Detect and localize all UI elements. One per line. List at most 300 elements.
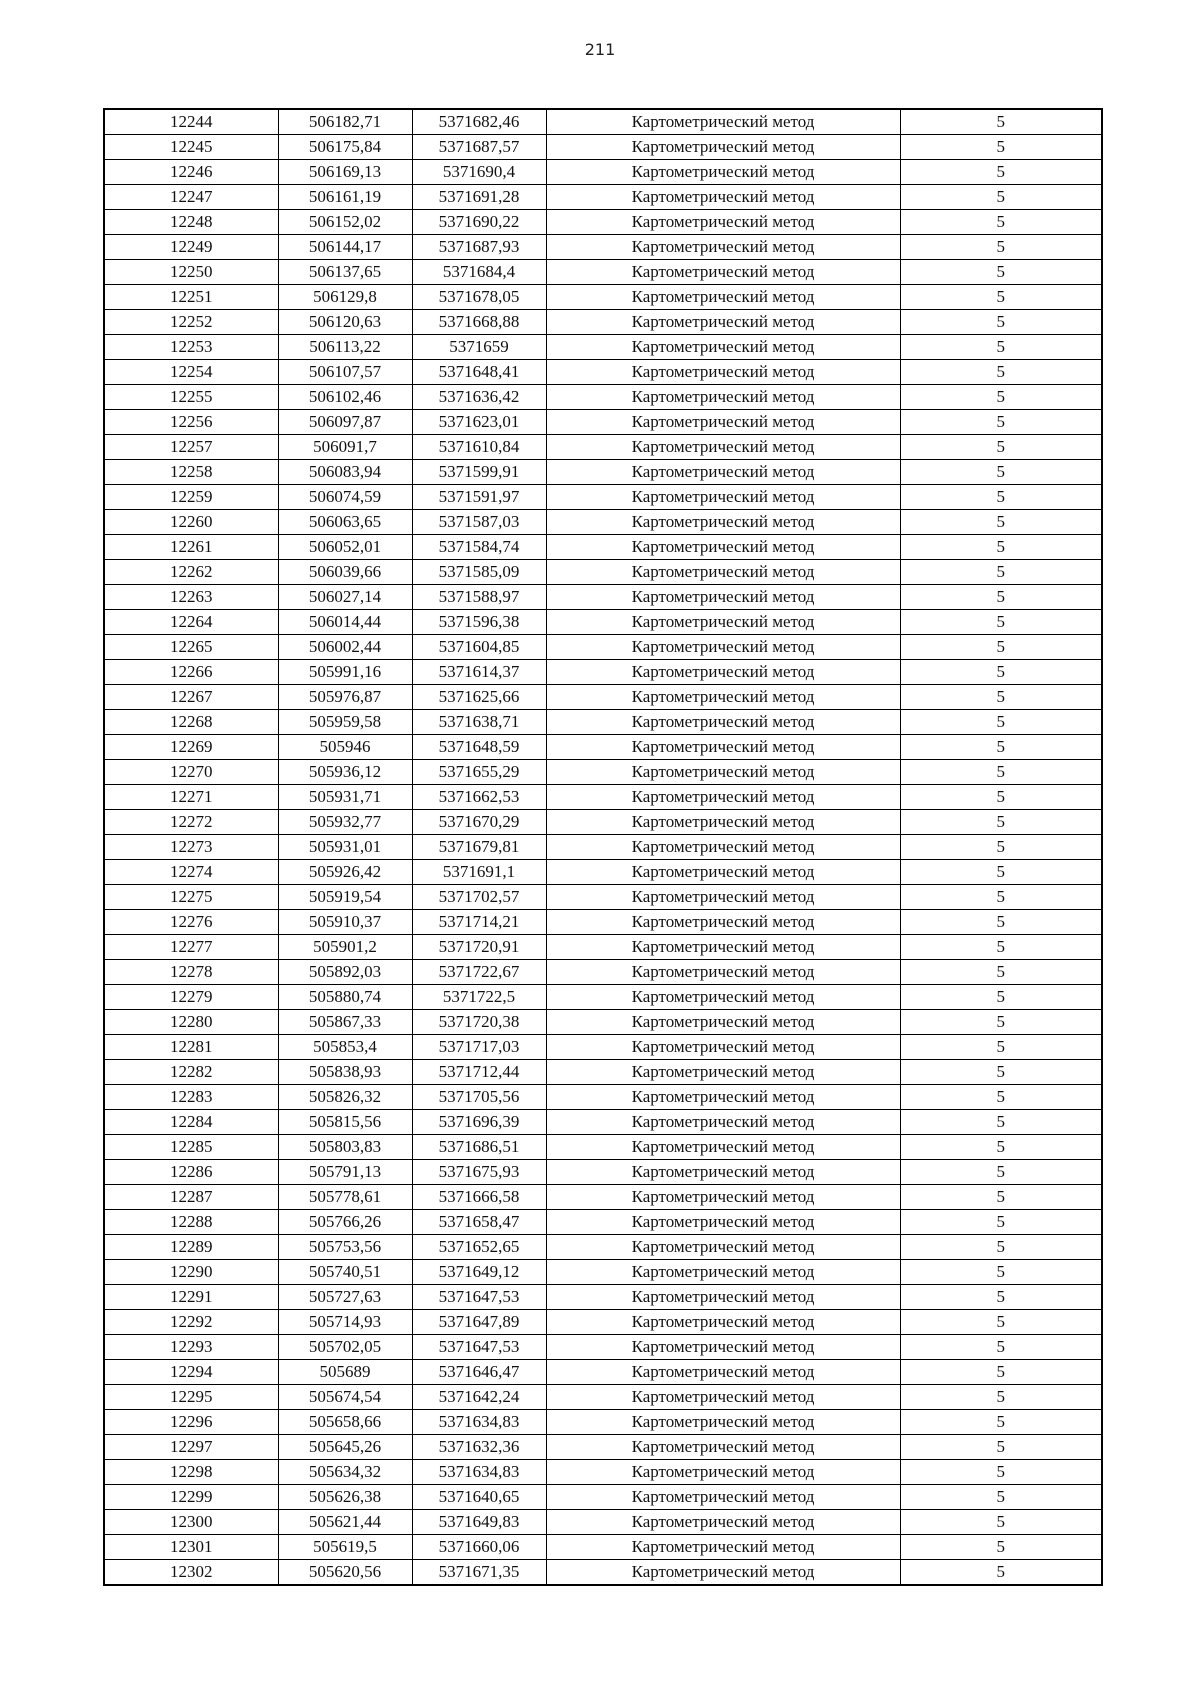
point-number-cell: 12278 — [104, 960, 278, 985]
method-cell: Картометрический метод — [546, 635, 900, 660]
accuracy-cell: 5 — [900, 560, 1102, 585]
point-number-cell: 12259 — [104, 485, 278, 510]
y-coordinate-cell: 5371655,29 — [412, 760, 546, 785]
table-row — [104, 1185, 1102, 1210]
x-coordinate-cell: 505689 — [278, 1360, 412, 1385]
table-row — [104, 910, 1102, 935]
accuracy-cell: 5 — [900, 1135, 1102, 1160]
point-number-cell: 12255 — [104, 385, 278, 410]
method-cell: Картометрический метод — [546, 135, 900, 160]
y-coordinate-cell: 5371679,81 — [412, 835, 546, 860]
point-number-cell: 12261 — [104, 535, 278, 560]
point-number-cell: 12283 — [104, 1085, 278, 1110]
table-row — [104, 1310, 1102, 1335]
table-row — [104, 1210, 1102, 1235]
table-row — [104, 1035, 1102, 1060]
point-number-cell: 12272 — [104, 810, 278, 835]
y-coordinate-cell: 5371678,05 — [412, 285, 546, 310]
accuracy-cell: 5 — [900, 960, 1102, 985]
accuracy-cell: 5 — [900, 1335, 1102, 1360]
method-cell: Картометрический метод — [546, 1385, 900, 1410]
table-row — [104, 1385, 1102, 1410]
table-row — [104, 435, 1102, 460]
x-coordinate-cell: 505919,54 — [278, 885, 412, 910]
y-coordinate-cell: 5371687,57 — [412, 135, 546, 160]
method-cell: Картометрический метод — [546, 935, 900, 960]
point-number-cell: 12296 — [104, 1410, 278, 1435]
y-coordinate-cell: 5371684,4 — [412, 260, 546, 285]
point-number-cell: 12291 — [104, 1285, 278, 1310]
method-cell: Картометрический метод — [546, 235, 900, 260]
x-coordinate-cell: 505901,2 — [278, 935, 412, 960]
table-row — [104, 1260, 1102, 1285]
table-row — [104, 585, 1102, 610]
table-row — [104, 1335, 1102, 1360]
table-row — [104, 1485, 1102, 1510]
x-coordinate-cell: 506002,44 — [278, 635, 412, 660]
table-row — [104, 460, 1102, 485]
method-cell: Картометрический метод — [546, 985, 900, 1010]
y-coordinate-cell: 5371717,03 — [412, 1035, 546, 1060]
point-number-cell: 12284 — [104, 1110, 278, 1135]
y-coordinate-cell: 5371675,93 — [412, 1160, 546, 1185]
method-cell: Картометрический метод — [546, 109, 900, 135]
accuracy-cell: 5 — [900, 1210, 1102, 1235]
point-number-cell: 12257 — [104, 435, 278, 460]
accuracy-cell: 5 — [900, 635, 1102, 660]
x-coordinate-cell: 505959,58 — [278, 710, 412, 735]
table-row — [104, 1560, 1102, 1586]
accuracy-cell: 5 — [900, 935, 1102, 960]
point-number-cell: 12298 — [104, 1460, 278, 1485]
point-number-cell: 12250 — [104, 260, 278, 285]
point-number-cell: 12252 — [104, 310, 278, 335]
method-cell: Картометрический метод — [546, 1085, 900, 1110]
point-number-cell: 12295 — [104, 1385, 278, 1410]
method-cell: Картометрический метод — [546, 510, 900, 535]
point-number-cell: 12253 — [104, 335, 278, 360]
x-coordinate-cell: 505621,44 — [278, 1510, 412, 1535]
method-cell: Картометрический метод — [546, 560, 900, 585]
accuracy-cell: 5 — [900, 1385, 1102, 1410]
accuracy-cell: 5 — [900, 1110, 1102, 1135]
table-row — [104, 109, 1102, 135]
x-coordinate-cell: 505976,87 — [278, 685, 412, 710]
table-row — [104, 1110, 1102, 1135]
y-coordinate-cell: 5371647,89 — [412, 1310, 546, 1335]
point-number-cell: 12248 — [104, 210, 278, 235]
y-coordinate-cell: 5371648,41 — [412, 360, 546, 385]
point-number-cell: 12262 — [104, 560, 278, 585]
method-cell: Картометрический метод — [546, 1010, 900, 1035]
accuracy-cell: 5 — [900, 1260, 1102, 1285]
x-coordinate-cell: 506014,44 — [278, 610, 412, 635]
table-row — [104, 385, 1102, 410]
method-cell: Картометрический метод — [546, 860, 900, 885]
x-coordinate-cell: 505634,32 — [278, 1460, 412, 1485]
x-coordinate-cell: 505826,32 — [278, 1085, 412, 1110]
accuracy-cell: 5 — [900, 1060, 1102, 1085]
y-coordinate-cell: 5371599,91 — [412, 460, 546, 485]
method-cell: Картометрический метод — [546, 385, 900, 410]
accuracy-cell: 5 — [900, 385, 1102, 410]
method-cell: Картометрический метод — [546, 835, 900, 860]
table-row — [104, 710, 1102, 735]
method-cell: Картометрический метод — [546, 460, 900, 485]
y-coordinate-cell: 5371659 — [412, 335, 546, 360]
accuracy-cell: 5 — [900, 585, 1102, 610]
accuracy-cell: 5 — [900, 685, 1102, 710]
y-coordinate-cell: 5371670,29 — [412, 810, 546, 835]
x-coordinate-cell: 505892,03 — [278, 960, 412, 985]
method-cell: Картометрический метод — [546, 735, 900, 760]
method-cell: Картометрический метод — [546, 485, 900, 510]
table-row — [104, 610, 1102, 635]
y-coordinate-cell: 5371591,97 — [412, 485, 546, 510]
x-coordinate-cell: 505867,33 — [278, 1010, 412, 1035]
accuracy-cell: 5 — [900, 210, 1102, 235]
accuracy-cell: 5 — [900, 660, 1102, 685]
table-row — [104, 635, 1102, 660]
method-cell: Картометрический метод — [546, 310, 900, 335]
x-coordinate-cell: 506091,7 — [278, 435, 412, 460]
table-row — [104, 985, 1102, 1010]
x-coordinate-cell: 505880,74 — [278, 985, 412, 1010]
accuracy-cell: 5 — [900, 1560, 1102, 1586]
x-coordinate-cell: 505926,42 — [278, 860, 412, 885]
method-cell: Картометрический метод — [546, 1335, 900, 1360]
point-number-cell: 12263 — [104, 585, 278, 610]
y-coordinate-cell: 5371671,35 — [412, 1560, 546, 1586]
accuracy-cell: 5 — [900, 335, 1102, 360]
table-row — [104, 1060, 1102, 1085]
point-number-cell: 12289 — [104, 1235, 278, 1260]
y-coordinate-cell: 5371668,88 — [412, 310, 546, 335]
method-cell: Картометрический метод — [546, 1310, 900, 1335]
y-coordinate-cell: 5371584,74 — [412, 535, 546, 560]
accuracy-cell: 5 — [900, 460, 1102, 485]
method-cell: Картометрический метод — [546, 360, 900, 385]
y-coordinate-cell: 5371585,09 — [412, 560, 546, 585]
point-number-cell: 12256 — [104, 410, 278, 435]
accuracy-cell: 5 — [900, 885, 1102, 910]
table-row — [104, 360, 1102, 385]
point-number-cell: 12287 — [104, 1185, 278, 1210]
y-coordinate-cell: 5371660,06 — [412, 1535, 546, 1560]
y-coordinate-cell: 5371682,46 — [412, 109, 546, 135]
point-number-cell: 12294 — [104, 1360, 278, 1385]
method-cell: Картометрический метод — [546, 1260, 900, 1285]
accuracy-cell: 5 — [900, 160, 1102, 185]
method-cell: Картометрический метод — [546, 1160, 900, 1185]
method-cell: Картометрический метод — [546, 610, 900, 635]
y-coordinate-cell: 5371662,53 — [412, 785, 546, 810]
table-row — [104, 485, 1102, 510]
accuracy-cell: 5 — [900, 1535, 1102, 1560]
x-coordinate-cell: 505714,93 — [278, 1310, 412, 1335]
y-coordinate-cell: 5371636,42 — [412, 385, 546, 410]
table-row — [104, 935, 1102, 960]
accuracy-cell: 5 — [900, 985, 1102, 1010]
y-coordinate-cell: 5371687,93 — [412, 235, 546, 260]
accuracy-cell: 5 — [900, 760, 1102, 785]
y-coordinate-cell: 5371604,85 — [412, 635, 546, 660]
accuracy-cell: 5 — [900, 1235, 1102, 1260]
page-number: 211 — [584, 40, 616, 59]
x-coordinate-cell: 506137,65 — [278, 260, 412, 285]
method-cell: Картометрический метод — [546, 285, 900, 310]
accuracy-cell: 5 — [900, 1510, 1102, 1535]
method-cell: Картометрический метод — [546, 335, 900, 360]
point-number-cell: 12245 — [104, 135, 278, 160]
y-coordinate-cell: 5371690,22 — [412, 210, 546, 235]
accuracy-cell: 5 — [900, 235, 1102, 260]
x-coordinate-cell: 505946 — [278, 735, 412, 760]
accuracy-cell: 5 — [900, 1460, 1102, 1485]
accuracy-cell: 5 — [900, 1360, 1102, 1385]
y-coordinate-cell: 5371588,97 — [412, 585, 546, 610]
method-cell: Картометрический метод — [546, 1185, 900, 1210]
y-coordinate-cell: 5371646,47 — [412, 1360, 546, 1385]
x-coordinate-cell: 505620,56 — [278, 1560, 412, 1586]
y-coordinate-cell: 5371648,59 — [412, 735, 546, 760]
y-coordinate-cell: 5371652,65 — [412, 1235, 546, 1260]
x-coordinate-cell: 506129,8 — [278, 285, 412, 310]
table-row — [104, 235, 1102, 260]
x-coordinate-cell: 506107,57 — [278, 360, 412, 385]
table-row — [104, 285, 1102, 310]
method-cell: Картометрический метод — [546, 760, 900, 785]
table-row — [104, 535, 1102, 560]
point-number-cell: 12290 — [104, 1260, 278, 1285]
method-cell: Картометрический метод — [546, 585, 900, 610]
point-number-cell: 12285 — [104, 1135, 278, 1160]
method-cell: Картометрический метод — [546, 410, 900, 435]
x-coordinate-cell: 505658,66 — [278, 1410, 412, 1435]
accuracy-cell: 5 — [900, 710, 1102, 735]
x-coordinate-cell: 505674,54 — [278, 1385, 412, 1410]
y-coordinate-cell: 5371696,39 — [412, 1110, 546, 1135]
y-coordinate-cell: 5371640,65 — [412, 1485, 546, 1510]
table-row — [104, 510, 1102, 535]
x-coordinate-cell: 505619,5 — [278, 1535, 412, 1560]
x-coordinate-cell: 505931,01 — [278, 835, 412, 860]
x-coordinate-cell: 505740,51 — [278, 1260, 412, 1285]
point-number-cell: 12282 — [104, 1060, 278, 1085]
accuracy-cell: 5 — [900, 1410, 1102, 1435]
point-number-cell: 12247 — [104, 185, 278, 210]
method-cell: Картометрический метод — [546, 810, 900, 835]
point-number-cell: 12297 — [104, 1435, 278, 1460]
y-coordinate-cell: 5371647,53 — [412, 1335, 546, 1360]
table-row — [104, 1160, 1102, 1185]
x-coordinate-cell: 505645,26 — [278, 1435, 412, 1460]
accuracy-cell: 5 — [900, 1085, 1102, 1110]
y-coordinate-cell: 5371686,51 — [412, 1135, 546, 1160]
y-coordinate-cell: 5371666,58 — [412, 1185, 546, 1210]
accuracy-cell: 5 — [900, 310, 1102, 335]
x-coordinate-cell: 506161,19 — [278, 185, 412, 210]
x-coordinate-cell: 505626,38 — [278, 1485, 412, 1510]
x-coordinate-cell: 506083,94 — [278, 460, 412, 485]
x-coordinate-cell: 505727,63 — [278, 1285, 412, 1310]
method-cell: Картометрический метод — [546, 185, 900, 210]
accuracy-cell: 5 — [900, 135, 1102, 160]
y-coordinate-cell: 5371634,83 — [412, 1410, 546, 1435]
y-coordinate-cell: 5371596,38 — [412, 610, 546, 635]
accuracy-cell: 5 — [900, 835, 1102, 860]
point-number-cell: 12260 — [104, 510, 278, 535]
method-cell: Картометрический метод — [546, 885, 900, 910]
point-number-cell: 12268 — [104, 710, 278, 735]
accuracy-cell: 5 — [900, 510, 1102, 535]
accuracy-cell: 5 — [900, 1435, 1102, 1460]
accuracy-cell: 5 — [900, 1185, 1102, 1210]
method-cell: Картометрический метод — [546, 1535, 900, 1560]
point-number-cell: 12279 — [104, 985, 278, 1010]
method-cell: Картометрический метод — [546, 685, 900, 710]
x-coordinate-cell: 505815,56 — [278, 1110, 412, 1135]
y-coordinate-cell: 5371720,38 — [412, 1010, 546, 1035]
point-number-cell: 12302 — [104, 1560, 278, 1586]
x-coordinate-cell: 505778,61 — [278, 1185, 412, 1210]
x-coordinate-cell: 506063,65 — [278, 510, 412, 535]
y-coordinate-cell: 5371623,01 — [412, 410, 546, 435]
point-number-cell: 12281 — [104, 1035, 278, 1060]
table-row — [104, 160, 1102, 185]
accuracy-cell: 5 — [900, 1010, 1102, 1035]
table-row — [104, 135, 1102, 160]
y-coordinate-cell: 5371625,66 — [412, 685, 546, 710]
accuracy-cell: 5 — [900, 260, 1102, 285]
method-cell: Картометрический метод — [546, 435, 900, 460]
x-coordinate-cell: 506120,63 — [278, 310, 412, 335]
method-cell: Картометрический метод — [546, 210, 900, 235]
y-coordinate-cell: 5371610,84 — [412, 435, 546, 460]
table-row — [104, 260, 1102, 285]
x-coordinate-cell: 506182,71 — [278, 109, 412, 135]
table-row — [104, 860, 1102, 885]
table-row — [104, 785, 1102, 810]
point-number-cell: 12277 — [104, 935, 278, 960]
y-coordinate-cell: 5371638,71 — [412, 710, 546, 735]
x-coordinate-cell: 505936,12 — [278, 760, 412, 785]
y-coordinate-cell: 5371690,4 — [412, 160, 546, 185]
table-row — [104, 735, 1102, 760]
point-number-cell: 12270 — [104, 760, 278, 785]
accuracy-cell: 5 — [900, 285, 1102, 310]
method-cell: Картометрический метод — [546, 1285, 900, 1310]
method-cell: Картометрический метод — [546, 710, 900, 735]
method-cell: Картометрический метод — [546, 535, 900, 560]
accuracy-cell: 5 — [900, 410, 1102, 435]
point-number-cell: 12266 — [104, 660, 278, 685]
method-cell: Картометрический метод — [546, 160, 900, 185]
method-cell: Картометрический метод — [546, 1435, 900, 1460]
table-row — [104, 310, 1102, 335]
x-coordinate-cell: 506144,17 — [278, 235, 412, 260]
method-cell: Картометрический метод — [546, 910, 900, 935]
x-coordinate-cell: 505853,4 — [278, 1035, 412, 1060]
method-cell: Картометрический метод — [546, 660, 900, 685]
method-cell: Картометрический метод — [546, 1110, 900, 1135]
accuracy-cell: 5 — [900, 1285, 1102, 1310]
table-row — [104, 1460, 1102, 1485]
y-coordinate-cell: 5371712,44 — [412, 1060, 546, 1085]
x-coordinate-cell: 506074,59 — [278, 485, 412, 510]
method-cell: Картометрический метод — [546, 960, 900, 985]
method-cell: Картометрический метод — [546, 1485, 900, 1510]
x-coordinate-cell: 506102,46 — [278, 385, 412, 410]
accuracy-cell: 5 — [900, 785, 1102, 810]
table-row — [104, 810, 1102, 835]
accuracy-cell: 5 — [900, 1035, 1102, 1060]
x-coordinate-cell: 505803,83 — [278, 1135, 412, 1160]
table-row — [104, 760, 1102, 785]
x-coordinate-cell: 505766,26 — [278, 1210, 412, 1235]
point-number-cell: 12265 — [104, 635, 278, 660]
y-coordinate-cell: 5371691,28 — [412, 185, 546, 210]
y-coordinate-cell: 5371634,83 — [412, 1460, 546, 1485]
accuracy-cell: 5 — [900, 109, 1102, 135]
point-number-cell: 12292 — [104, 1310, 278, 1335]
table-row — [104, 185, 1102, 210]
x-coordinate-cell: 505838,93 — [278, 1060, 412, 1085]
table-row — [104, 1010, 1102, 1035]
accuracy-cell: 5 — [900, 1485, 1102, 1510]
accuracy-cell: 5 — [900, 735, 1102, 760]
accuracy-cell: 5 — [900, 1310, 1102, 1335]
coordinates-table — [103, 108, 1103, 1586]
x-coordinate-cell: 505753,56 — [278, 1235, 412, 1260]
method-cell: Картометрический метод — [546, 1035, 900, 1060]
y-coordinate-cell: 5371649,12 — [412, 1260, 546, 1285]
x-coordinate-cell: 505932,77 — [278, 810, 412, 835]
x-coordinate-cell: 505910,37 — [278, 910, 412, 935]
table-row — [104, 1235, 1102, 1260]
point-number-cell: 12267 — [104, 685, 278, 710]
table-body — [104, 109, 1102, 1585]
method-cell: Картометрический метод — [546, 1360, 900, 1385]
table-row — [104, 685, 1102, 710]
x-coordinate-cell: 505931,71 — [278, 785, 412, 810]
method-cell: Картометрический метод — [546, 1135, 900, 1160]
y-coordinate-cell: 5371720,91 — [412, 935, 546, 960]
y-coordinate-cell: 5371705,56 — [412, 1085, 546, 1110]
table-row — [104, 960, 1102, 985]
method-cell: Картометрический метод — [546, 1235, 900, 1260]
x-coordinate-cell: 506113,22 — [278, 335, 412, 360]
table-row — [104, 1510, 1102, 1535]
table-row — [104, 560, 1102, 585]
point-number-cell: 12271 — [104, 785, 278, 810]
point-number-cell: 12276 — [104, 910, 278, 935]
point-number-cell: 12258 — [104, 460, 278, 485]
y-coordinate-cell: 5371658,47 — [412, 1210, 546, 1235]
accuracy-cell: 5 — [900, 185, 1102, 210]
y-coordinate-cell: 5371691,1 — [412, 860, 546, 885]
x-coordinate-cell: 506175,84 — [278, 135, 412, 160]
table-row — [104, 335, 1102, 360]
accuracy-cell: 5 — [900, 485, 1102, 510]
accuracy-cell: 5 — [900, 360, 1102, 385]
x-coordinate-cell: 505702,05 — [278, 1335, 412, 1360]
method-cell: Картометрический метод — [546, 1410, 900, 1435]
point-number-cell: 12280 — [104, 1010, 278, 1035]
table-row — [104, 1435, 1102, 1460]
accuracy-cell: 5 — [900, 610, 1102, 635]
accuracy-cell: 5 — [900, 860, 1102, 885]
